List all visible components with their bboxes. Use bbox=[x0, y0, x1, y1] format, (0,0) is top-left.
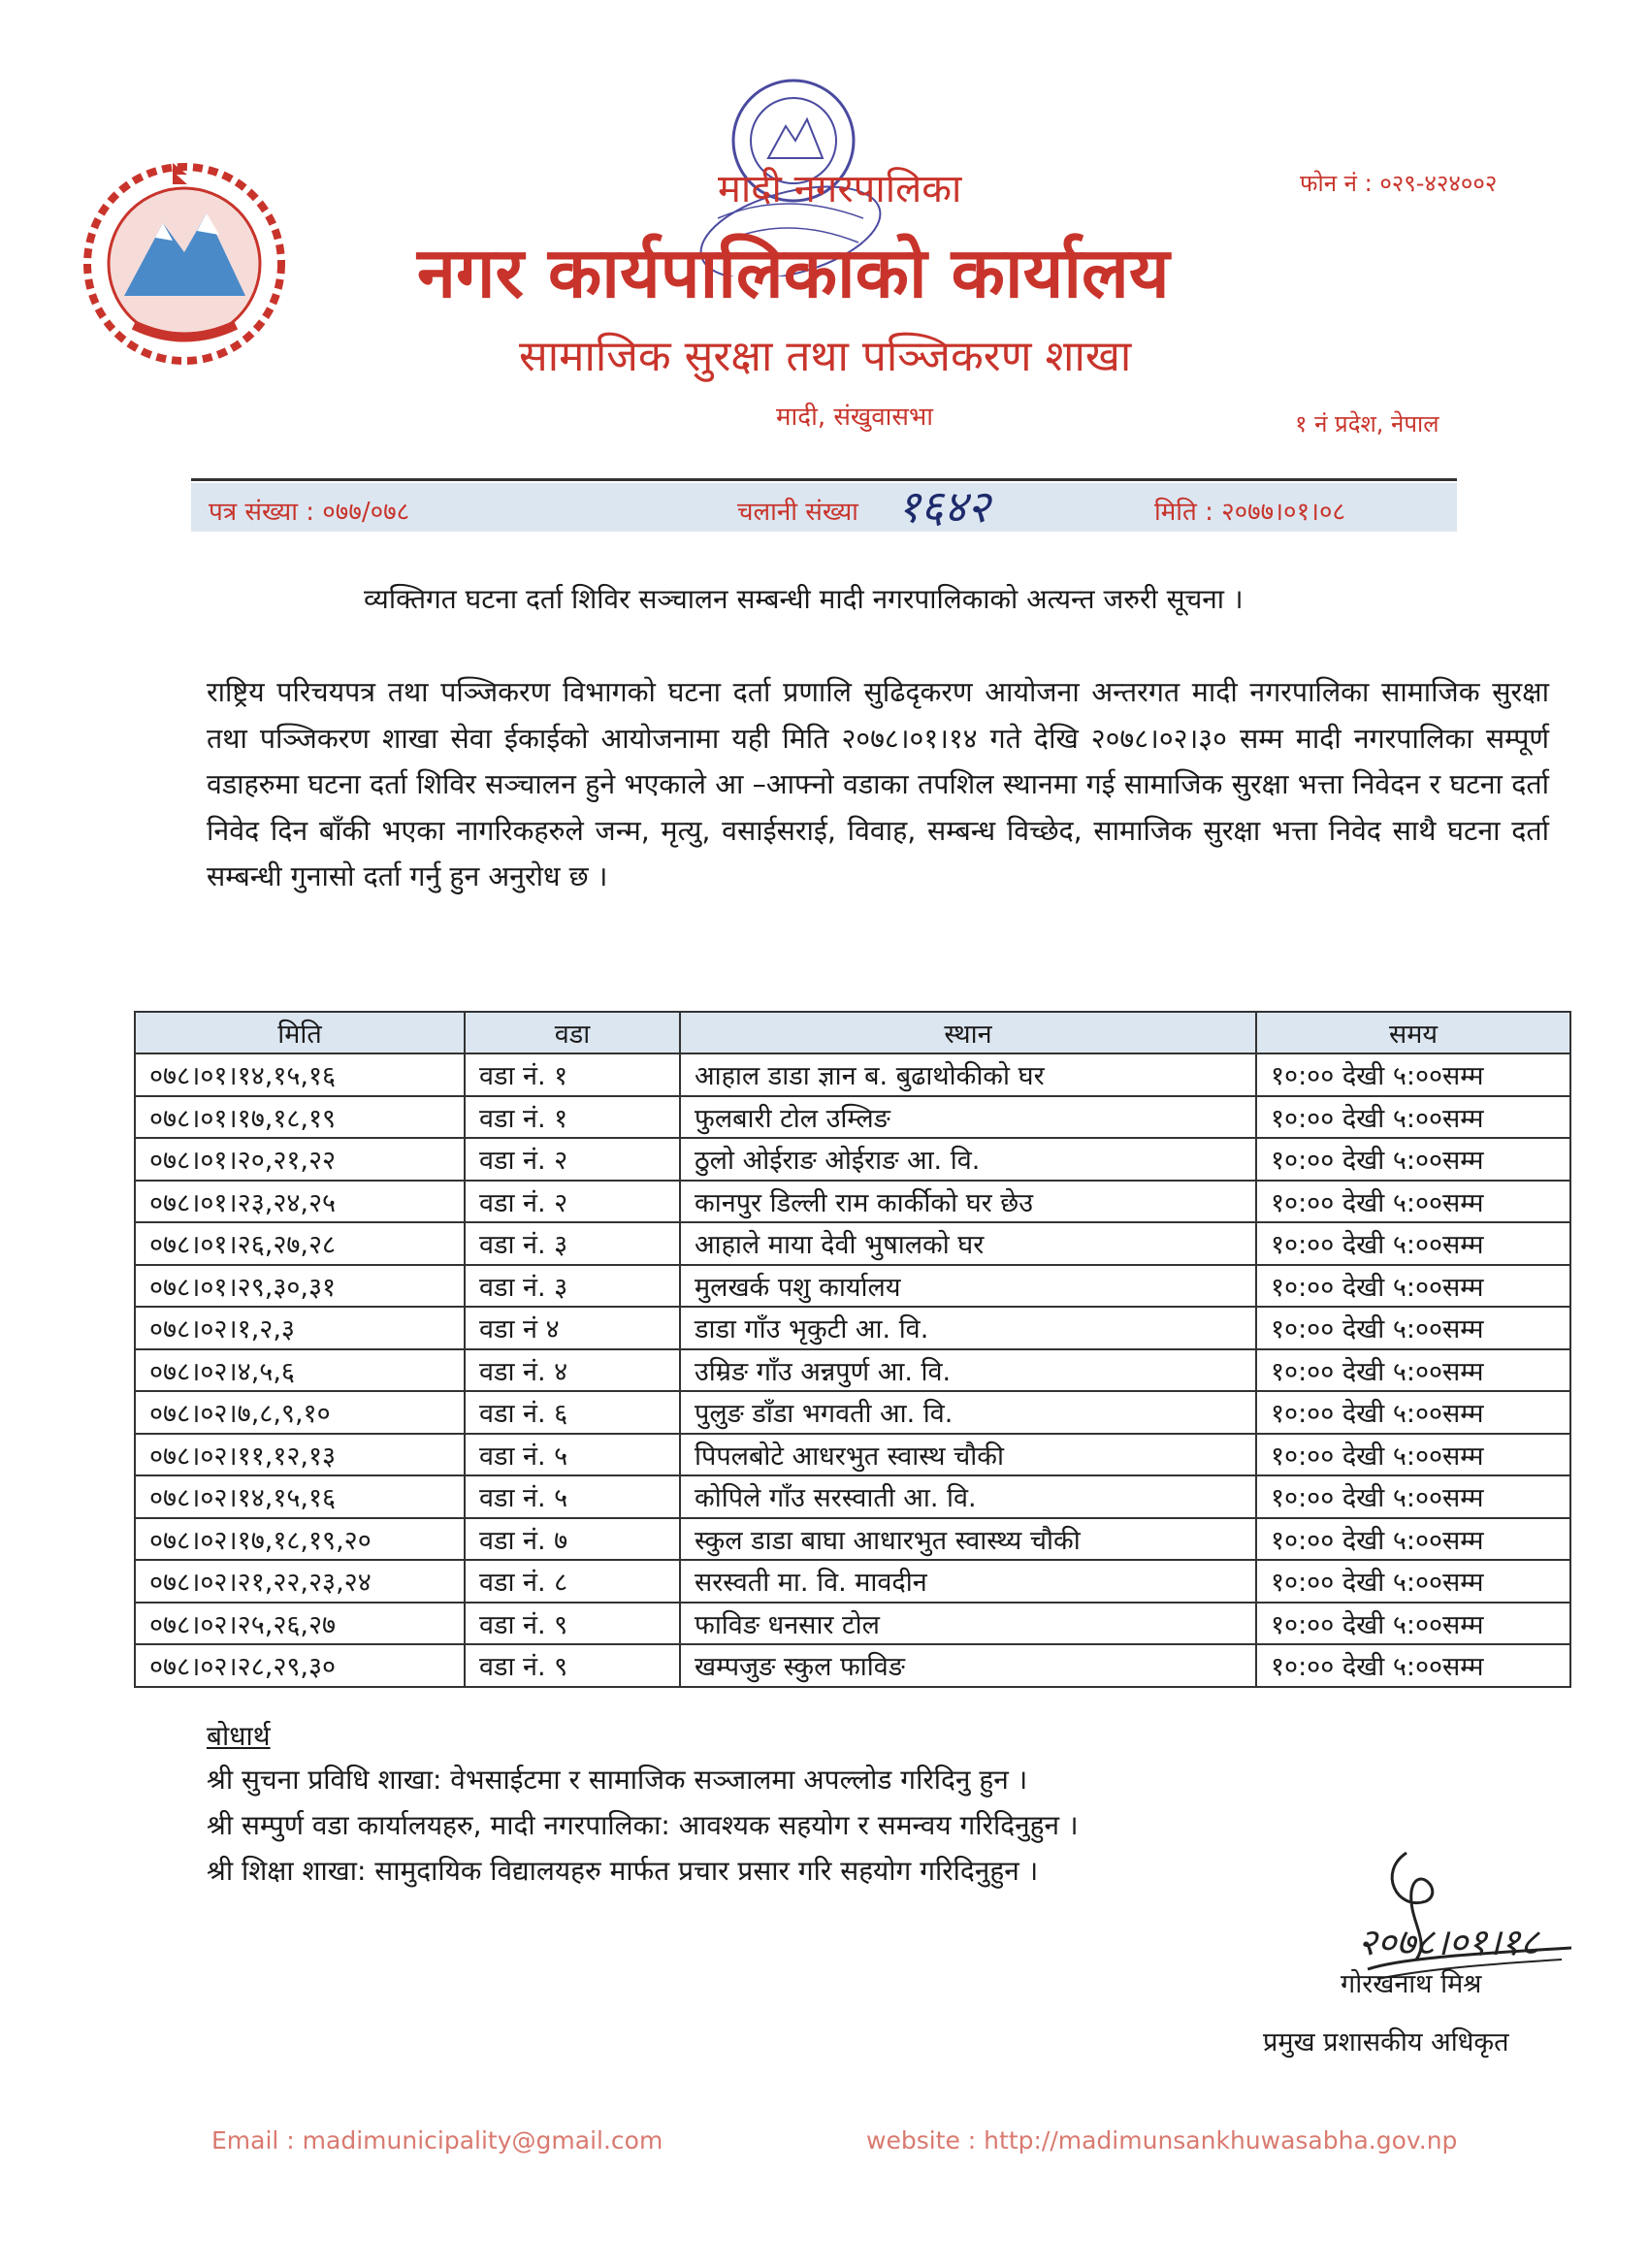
cell-ward: वडा नं. ९ bbox=[465, 1644, 680, 1687]
cc-line-education-section: श्री शिक्षा शाखा: सामुदायिक विद्यालयहरु मार्फत प्रचार प्रसार गरि सहयोग गरिदिनुहुन । bbox=[207, 1855, 1039, 1887]
dispatch-number: १६४२ bbox=[897, 480, 990, 533]
phone-number: फोन नं : ०२९-४२४००२ bbox=[1300, 170, 1498, 197]
cell-place: उम्रिङ गाँउ अन्नपुर्ण आ. वि. bbox=[680, 1349, 1256, 1392]
dispatch-label: चलानी संख्या bbox=[737, 498, 858, 527]
footer-email: Email : madimunicipality@gmail.com bbox=[211, 2126, 663, 2155]
cell-time: १०:०० देखी ५:००सम्म bbox=[1256, 1560, 1570, 1603]
notice-title: व्यक्तिगत घटना दर्ता शिविर सञ्चालन सम्बन्धी मादी नगरपालिकाको अत्यन्त जरुरी सूचना । bbox=[364, 583, 1244, 615]
table-row bbox=[135, 1222, 1570, 1265]
cell-date: ०७८।०२।७,८,९,१० bbox=[135, 1391, 465, 1434]
cell-ward: वडा नं. १ bbox=[465, 1096, 680, 1139]
table-row bbox=[135, 1349, 1570, 1392]
header-divider bbox=[191, 478, 1457, 481]
cell-ward: वडा नं. २ bbox=[465, 1138, 680, 1181]
table-row bbox=[135, 1138, 1570, 1181]
office-title: नगर कार्यपालिकाको कार्यालय bbox=[417, 232, 1170, 313]
cell-date: ०७८।०१।१४,१५,१६ bbox=[135, 1053, 465, 1096]
cell-ward: वडा नं. ७ bbox=[465, 1518, 680, 1561]
cell-date: ०७८।०२।२५,२६,२७ bbox=[135, 1603, 465, 1645]
cell-time: १०:०० देखी ५:००सम्म bbox=[1256, 1138, 1570, 1181]
cell-time: १०:०० देखी ५:००सम्म bbox=[1256, 1603, 1570, 1645]
cell-place: फाविङ धनसार टोल bbox=[680, 1603, 1256, 1645]
cell-place: कोपिले गाँउ सरस्वाती आ. वि. bbox=[680, 1475, 1256, 1518]
cell-time: १०:०० देखी ५:००सम्म bbox=[1256, 1265, 1570, 1308]
cell-place: आहाले माया देवी भुषालको घर bbox=[680, 1222, 1256, 1265]
cell-ward: वडा नं. ४ bbox=[465, 1349, 680, 1392]
table-row bbox=[135, 1603, 1570, 1645]
signature-date: २०७८।०१।१८ bbox=[1358, 1921, 1539, 1963]
cell-date: ०७८।०२।१७,१८,१९,२० bbox=[135, 1518, 465, 1561]
section-title: सामाजिक सुरक्षा तथा पञ्जिकरण शाखा bbox=[519, 332, 1132, 381]
table-row bbox=[135, 1560, 1570, 1603]
table-row bbox=[135, 1265, 1570, 1308]
cell-ward: वडा नं. २ bbox=[465, 1181, 680, 1223]
cell-date: ०७८।०१।२६,२७,२८ bbox=[135, 1222, 465, 1265]
cell-time: १०:०० देखी ५:००सम्म bbox=[1256, 1307, 1570, 1349]
cell-place: मुलखर्क पशु कार्यालय bbox=[680, 1265, 1256, 1308]
letter-date: मिति : २०७७।०१।०८ bbox=[1154, 498, 1345, 527]
column-header-ward: वडा bbox=[465, 1012, 680, 1053]
letter-number: पत्र संख्या : ०७७/०७८ bbox=[209, 498, 410, 527]
column-header-date: मिति bbox=[135, 1012, 465, 1053]
cell-ward: वडा नं. ८ bbox=[465, 1560, 680, 1603]
table-row bbox=[135, 1053, 1570, 1096]
table-row bbox=[135, 1181, 1570, 1223]
cell-time: १०:०० देखी ५:००सम्म bbox=[1256, 1222, 1570, 1265]
signer-name: गोरखनाथ मिश्र bbox=[1341, 1969, 1482, 1999]
cell-date: ०७८।०२।११,१२,१३ bbox=[135, 1434, 465, 1476]
province-label: १ नं प्रदेश, नेपाल bbox=[1295, 410, 1439, 437]
camp-schedule-table bbox=[134, 1011, 1571, 1688]
cell-date: ०७८।०२।४,५,६ bbox=[135, 1349, 465, 1392]
cell-time: १०:०० देखी ५:००सम्म bbox=[1256, 1518, 1570, 1561]
column-header-time: समय bbox=[1256, 1012, 1570, 1053]
table-header-row bbox=[135, 1012, 1570, 1053]
cell-place: पुलुङ डाँडा भगवती आ. वि. bbox=[680, 1391, 1256, 1434]
cell-time: १०:०० देखी ५:००सम्म bbox=[1256, 1644, 1570, 1687]
cell-ward: वडा नं. ३ bbox=[465, 1222, 680, 1265]
cc-heading: बोधार्थ bbox=[207, 1720, 271, 1752]
cell-time: १०:०० देखी ५:००सम्म bbox=[1256, 1391, 1570, 1434]
table-row bbox=[135, 1475, 1570, 1518]
cell-time: १०:०० देखी ५:००सम्म bbox=[1256, 1053, 1570, 1096]
signer-title: प्रमुख प्रशासकीय अधिकृत bbox=[1263, 2027, 1509, 2057]
cell-time: १०:०० देखी ५:००सम्म bbox=[1256, 1181, 1570, 1223]
table-row bbox=[135, 1518, 1570, 1561]
cell-ward: वडा नं ४ bbox=[465, 1307, 680, 1349]
table-row bbox=[135, 1307, 1570, 1349]
municipality-name: मादी नगरपालिका bbox=[718, 167, 962, 211]
cell-time: १०:०० देखी ५:००सम्म bbox=[1256, 1475, 1570, 1518]
cell-date: ०७८।०२।१,२,३ bbox=[135, 1307, 465, 1349]
cell-place: कानपुर डिल्ली राम कार्कीको घर छेउ bbox=[680, 1181, 1256, 1223]
cell-time: १०:०० देखी ५:००सम्म bbox=[1256, 1096, 1570, 1139]
cell-place: डाडा गाँउ भृकुटी आ. वि. bbox=[680, 1307, 1256, 1349]
cell-date: ०७८।०२।१४,१५,१६ bbox=[135, 1475, 465, 1518]
cell-place: आहाल डाडा ज्ञान ब. बुढाथोकीको घर bbox=[680, 1053, 1256, 1096]
nepal-emblem-logo bbox=[76, 155, 294, 373]
office-location: मादी, संखुवासभा bbox=[776, 403, 933, 432]
cell-place: स्कुल डाडा बाघा आधारभुत स्वास्थ्य चौकी bbox=[680, 1518, 1256, 1561]
cell-place: पिपलबोटे आधरभुत स्वास्थ चौकी bbox=[680, 1434, 1256, 1476]
cell-ward: वडा नं. ५ bbox=[465, 1475, 680, 1518]
table-row bbox=[135, 1096, 1570, 1139]
column-header-place: स्थान bbox=[680, 1012, 1256, 1053]
cell-place: खम्पजुङ स्कुल फाविङ bbox=[680, 1644, 1256, 1687]
footer-website: website : http://madimunsankhuwasabha.gov.np bbox=[866, 2126, 1458, 2155]
cell-place: ठुलो ओईराङ ओईराङ आ. वि. bbox=[680, 1138, 1256, 1181]
cell-date: ०७८।०१।२९,३०,३१ bbox=[135, 1265, 465, 1308]
table-row bbox=[135, 1644, 1570, 1687]
cc-line-ward-offices: श्री सम्पुर्ण वडा कार्यालयहरु, मादी नगरपालिका: आवश्यक सहयोग र समन्वय गरिदिनुहुन । bbox=[207, 1809, 1079, 1841]
cell-ward: वडा नं. १ bbox=[465, 1053, 680, 1096]
cell-place: फुलबारी टोल उम्लिङ bbox=[680, 1096, 1256, 1139]
cell-ward: वडा नं. ३ bbox=[465, 1265, 680, 1308]
cell-date: ०७८।०१।२०,२१,२२ bbox=[135, 1138, 465, 1181]
cc-line-it-section: श्री सुचना प्रविधि शाखा: वेभसाईटमा र सामाजिक सञ्जालमा अपल्लोड गरिदिनु हुन । bbox=[207, 1764, 1028, 1796]
cell-time: १०:०० देखी ५:००सम्म bbox=[1256, 1434, 1570, 1476]
cell-date: ०७८।०२।२१,२२,२३,२४ bbox=[135, 1560, 465, 1603]
cell-time: १०:०० देखी ५:००सम्म bbox=[1256, 1349, 1570, 1392]
table-row bbox=[135, 1391, 1570, 1434]
cell-date: ०७८।०१।२३,२४,२५ bbox=[135, 1181, 465, 1223]
cell-ward: वडा नं. ५ bbox=[465, 1434, 680, 1476]
cell-place: सरस्वती मा. वि. मावदीन bbox=[680, 1560, 1256, 1603]
table-row bbox=[135, 1434, 1570, 1476]
cell-date: ०७८।०१।१७,१८,१९ bbox=[135, 1096, 465, 1139]
cell-ward: वडा नं. ६ bbox=[465, 1391, 680, 1434]
cell-ward: वडा नं. ९ bbox=[465, 1603, 680, 1645]
table-body bbox=[135, 1053, 1570, 1687]
cell-date: ०७८।०२।२८,२९,३० bbox=[135, 1644, 465, 1687]
notice-body: राष्ट्रिय परिचयपत्र तथा पञ्जिकरण विभागको घटना दर्ता प्रणालि सुढिदृकरण आयोजना अन्तरगत मादी नगरपालिका सामाजिक सुरक्षा तथा पञ्जिकरण शाखा सेवा ईकाईको आयोजनामा यही मिति २०७८।०१।१४ गते देखि २०७८।०२।३० सम्म मादी नगरपालिका सम्पूर्ण वडाहरुमा घटना दर्ता शिविर सञ्चालन हुने भएकाले आ –आफ्नो वडाका तपशिल स्थानमा गई सामाजिक सुरक्षा भत्ता निवेदन र घटना दर्ता निवेद दिन बाँकी भएका नागरिकहरुले जन्म, मृत्यु, वसाईसराई, विवाह, सम्बन्ध विच्छेद, सामाजिक सुरक्षा भत्ता निवेद साथै घटना दर्ता सम्बन्धी गुनासो दर्ता गर्नु हुन अनुरोध छ । bbox=[207, 676, 1549, 892]
